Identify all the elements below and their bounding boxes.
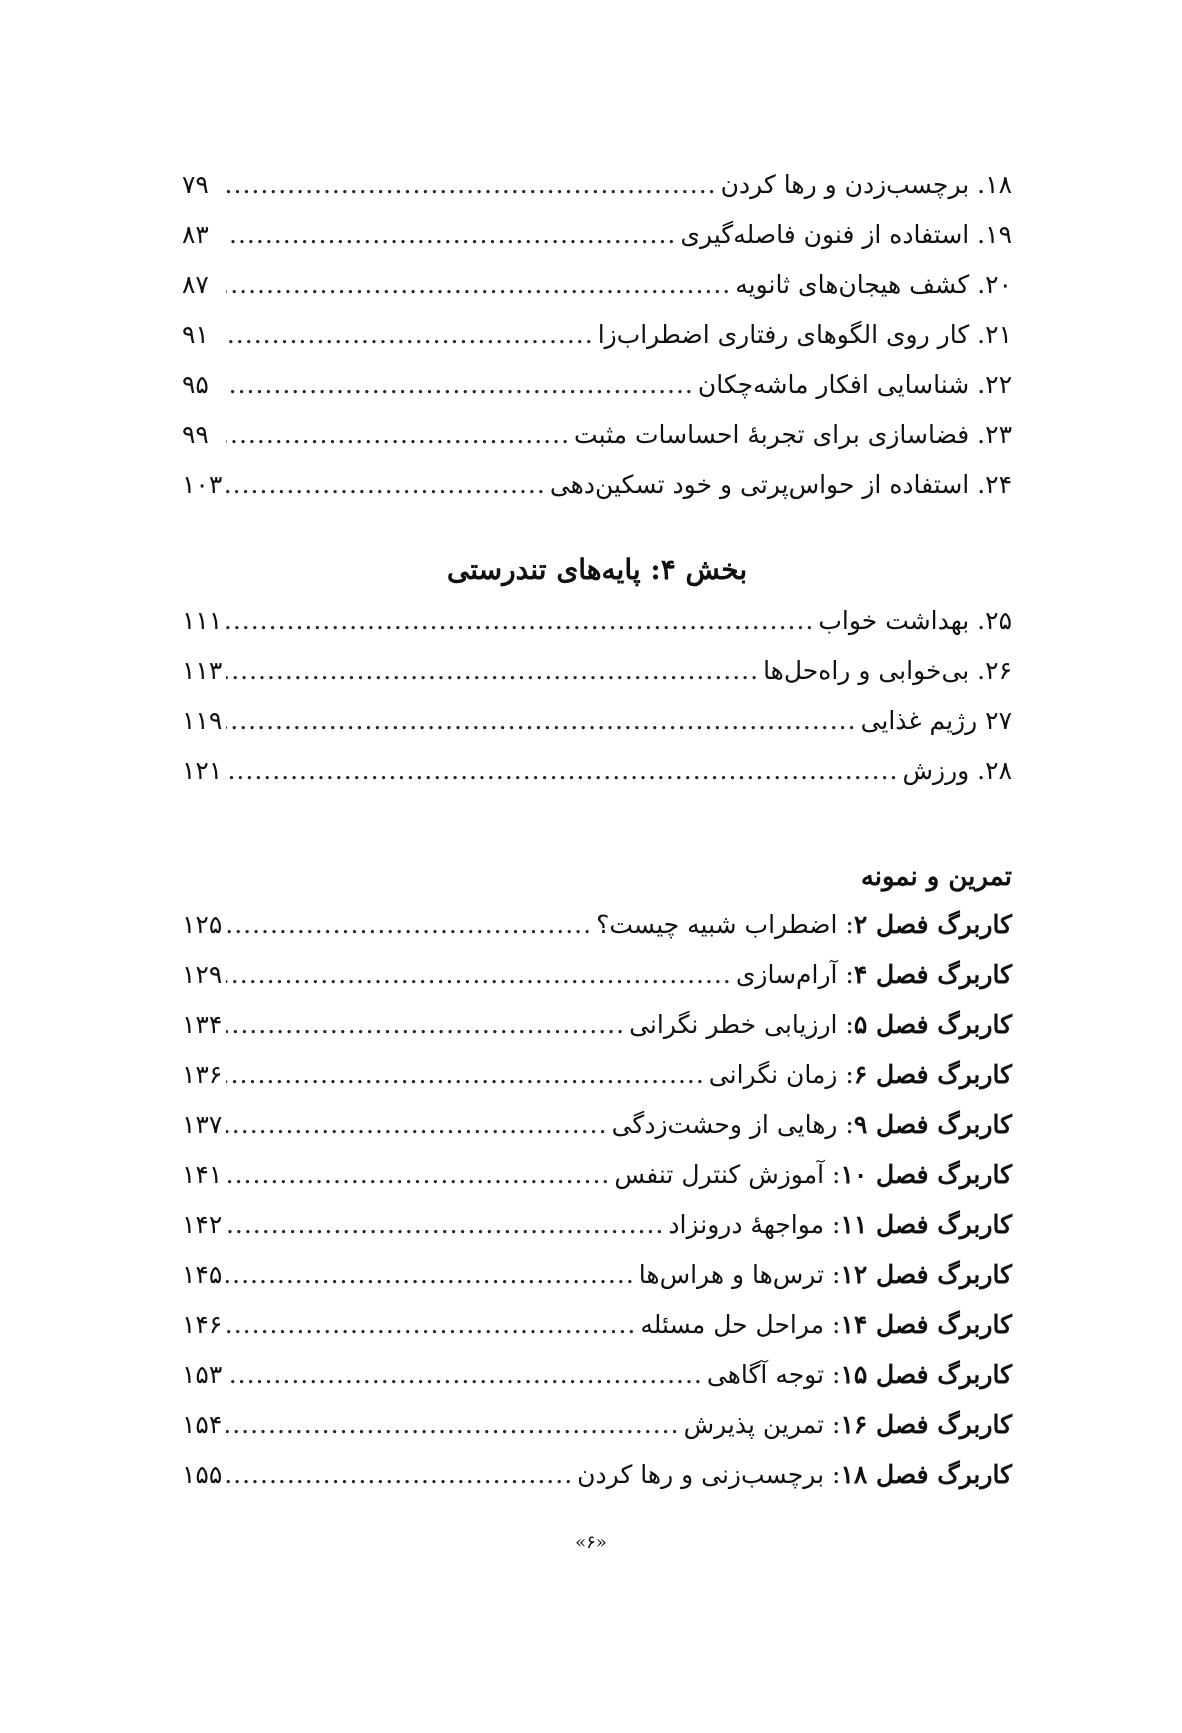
worksheet-title: : ترس‌ها و هراس‌ها [638,1260,841,1289]
worksheet-chapter: کاربرگ فصل ۴ [853,960,1012,989]
dot-leader [226,260,731,310]
toc-entry-page: ۱۲۱ [182,756,223,785]
worksheet-entry-label [709,1050,1012,1100]
worksheet-entry[interactable] [182,1000,1012,1050]
toc-entry-label: ۲۵. بهداشت خواب [818,606,1012,635]
section-4-heading: بخش ۴: پایه‌های تندرستی [446,553,748,586]
worksheet-entry-label [639,1250,1012,1300]
worksheet-chapter: کاربرگ فصل ۱۲ [840,1260,1012,1289]
worksheet-entry-label [707,1350,1012,1400]
dot-leader [226,900,592,950]
worksheet-chapter: کاربرگ فصل ۱۴ [840,1310,1012,1339]
worksheet-entry[interactable] [182,1250,1012,1300]
toc-entry[interactable] [182,410,1012,460]
worksheet-entry-label [612,1100,1012,1150]
dot-leader [226,1400,679,1450]
toc-entry-page: ۸۷ [182,270,209,299]
worksheet-entry-label [596,900,1012,950]
toc-entry-page: ۸۳ [182,220,209,249]
toc-entry[interactable] [182,596,1012,646]
worksheet-title: : مواجههٔ درونزاد [668,1210,841,1239]
worksheet-entry[interactable] [182,1400,1012,1450]
dot-leader [226,1200,664,1250]
toc-entry-label: ۲۴. استفاده از حواس‌پرتی و خود تسکین‌دهی [549,470,1012,499]
toc-entry-page: ۱۱۱ [182,606,223,635]
toc-entry-page: ۱۳۴ [182,1010,223,1039]
toc-entry-label: ۲۸. ورزش [902,756,1012,785]
worksheet-chapter: کاربرگ فصل ۱۱ [840,1210,1012,1239]
toc-entry-page: ۱۱۹ [182,706,223,735]
worksheet-entry-label [640,1300,1012,1350]
toc-entry-page: ۱۴۱ [182,1160,223,1189]
worksheet-entry-label [684,1400,1012,1450]
dot-leader [226,1350,703,1400]
toc-entry-page: ۱۵۴ [182,1410,223,1439]
toc-list-section-4 [182,596,1012,796]
worksheet-entry[interactable] [182,900,1012,950]
toc-entry-label: ۱۸. برچسب‌زدن و رها کردن [720,170,1012,199]
dot-leader [226,210,676,260]
toc-entry[interactable] [182,746,1012,796]
worksheet-title: : آموزش کنترل تنفس [614,1160,841,1189]
dot-leader [226,746,898,796]
worksheet-title: : رهایی از وحشت‌زدگی [611,1110,854,1139]
toc-entry[interactable] [182,260,1012,310]
toc-entry-page: ۱۳۶ [182,1060,223,1089]
worksheet-title: : تمرین پذیرش [683,1410,841,1439]
toc-entry-page: ۹۵ [182,370,209,399]
toc-entry-label: ۲۳. فضاسازی برای تجربهٔ احساسات مثبت [574,420,1012,449]
worksheet-entry[interactable] [182,950,1012,1000]
worksheet-title: : زمان نگرانی [708,1060,854,1089]
worksheet-entry-label [614,1150,1012,1200]
dot-leader [226,1300,636,1350]
worksheet-entry[interactable] [182,1050,1012,1100]
toc-entry[interactable] [182,360,1012,410]
worksheet-entry[interactable] [182,1300,1012,1350]
worksheet-entry-label [577,1450,1012,1500]
worksheet-chapter: کاربرگ فصل ۱۰ [840,1160,1012,1189]
toc-entry-page: ۱۴۶ [182,1310,223,1339]
toc-entry-label: ۲۲. شناسایی افکار ماشه‌چکان [697,370,1012,399]
toc-entry-page: ۱۴۵ [182,1260,223,1289]
toc-entry[interactable] [182,160,1012,210]
dot-leader [226,460,546,510]
dot-leader [226,1050,705,1100]
worksheet-chapter: کاربرگ فصل ۶ [853,1060,1012,1089]
toc-entry[interactable] [182,696,1012,746]
worksheet-entry-label [668,1200,1012,1250]
toc-entry-page: ۱۳۷ [182,1110,223,1139]
worksheet-chapter: کاربرگ فصل ۲ [853,910,1012,939]
worksheet-entry-label [736,950,1012,1000]
worksheet-entry-label [629,1000,1012,1050]
toc-entry-label: ۱۹. استفاده از فنون فاصله‌گیری [680,220,1012,249]
practice-heading: تمرین و نمونه [860,862,1012,892]
toc-entry-page: ۷۹ [182,170,209,199]
dot-leader [226,1100,607,1150]
worksheet-entry[interactable] [182,1100,1012,1150]
dot-leader [226,1150,610,1200]
toc-list-top [182,160,1012,510]
worksheet-chapter: کاربرگ فصل ۱۶ [840,1410,1012,1439]
worksheet-chapter: کاربرگ فصل ۹ [853,1110,1012,1139]
toc-entry-page: ۱۴۲ [182,1210,223,1239]
page-number: «۶» [575,1532,607,1553]
worksheet-entry[interactable] [182,1200,1012,1250]
dot-leader [226,646,759,696]
toc-entry-page: ۱۲۹ [182,960,223,989]
worksheet-title: : مراحل حل مسئله [640,1310,841,1339]
worksheet-entry[interactable] [182,1150,1012,1200]
dot-leader [226,1450,573,1500]
toc-entry[interactable] [182,310,1012,360]
worksheet-chapter: کاربرگ فصل ۵ [853,1010,1012,1039]
toc-entry-page: ۱۰۳ [182,470,223,499]
dot-leader [226,1000,625,1050]
toc-list-practice [182,900,1012,1500]
toc-entry-page: ۱۱۳ [182,656,223,685]
toc-entry-label: ۲۱. کار روی الگوهای رفتاری اضطراب‌زا [597,320,1012,349]
toc-entry-label: ۲۷ رژیم غذایی [860,706,1012,735]
toc-entry[interactable] [182,646,1012,696]
dot-leader [226,696,856,746]
worksheet-chapter: کاربرگ فصل ۱۸ [840,1460,1012,1489]
toc-entry[interactable] [182,210,1012,260]
worksheet-entry[interactable] [182,1350,1012,1400]
dot-leader [226,596,814,646]
toc-page [182,160,1012,1500]
worksheet-entry[interactable] [182,1450,1012,1500]
toc-entry-label: ۲۰. کشف هیجان‌های ثانویه [735,270,1012,299]
dot-leader [226,310,594,360]
toc-entry-page: ۱۲۵ [182,910,223,939]
worksheet-title: : آرام‌سازی [735,960,854,989]
toc-entry-label: ۲۶. بی‌خوابی و راه‌حل‌ها [763,656,1012,685]
dot-leader [226,360,694,410]
dot-leader [226,160,717,210]
toc-entry-page: ۹۹ [182,420,209,449]
worksheet-chapter: کاربرگ فصل ۱۵ [840,1360,1012,1389]
worksheet-title: : توجه آگاهی [706,1360,841,1389]
dot-leader [226,1250,634,1300]
toc-entry-page: ۱۵۵ [182,1460,223,1489]
toc-entry-page: ۹۱ [182,320,209,349]
toc-entry-page: ۱۵۳ [182,1360,223,1389]
toc-entry[interactable] [182,460,1012,510]
worksheet-title: : برچسب‌زنی و رها کردن [577,1460,841,1489]
worksheet-title: : ارزیابی خطر نگرانی [629,1010,854,1039]
dot-leader [226,950,732,1000]
dot-leader [226,410,570,460]
worksheet-title: : اضطراب شبیه چیست؟ [596,910,854,939]
